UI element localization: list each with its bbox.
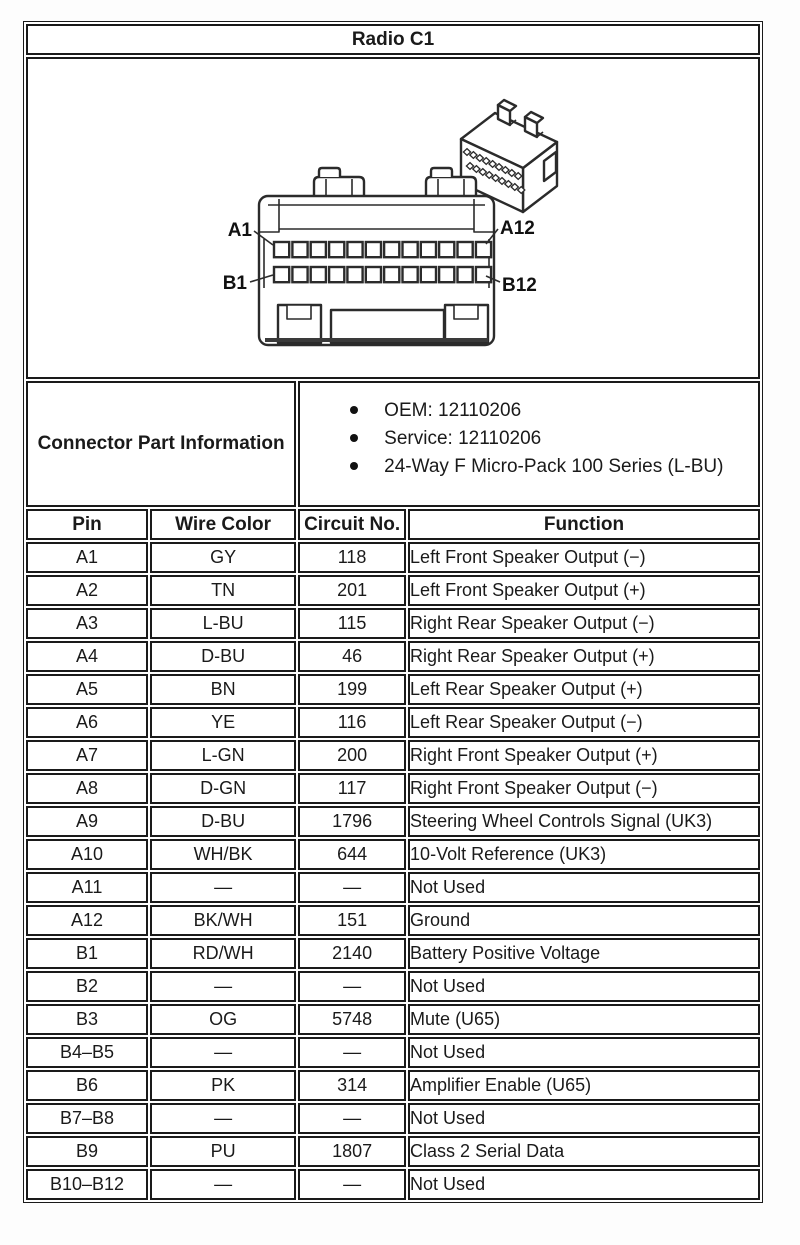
label-b12: B12 — [502, 275, 537, 296]
pin-hole — [311, 242, 326, 257]
wire-color-cell: BK/WH — [150, 905, 296, 936]
pin-hole — [274, 267, 289, 282]
circuit-no-cell: — — [298, 971, 406, 1002]
pin-row — [26, 839, 760, 870]
pin-row — [26, 641, 760, 672]
circuit-no-cell: 201 — [298, 575, 406, 606]
function-cell: Not Used — [408, 1037, 760, 1068]
pin-cell: A8 — [26, 773, 148, 804]
function-cell: Not Used — [408, 1169, 760, 1200]
wire-color-cell: PU — [150, 1136, 296, 1167]
circuit-no-cell: 1807 — [298, 1136, 406, 1167]
circuit-no-cell: 115 — [298, 608, 406, 639]
pin-row — [26, 1169, 760, 1200]
pin-row — [26, 740, 760, 771]
pin-hole — [384, 267, 399, 282]
wire-color-cell: — — [150, 1103, 296, 1134]
pin-hole — [439, 267, 454, 282]
pin-cell: A2 — [26, 575, 148, 606]
circuit-no-cell: — — [298, 1169, 406, 1200]
wire-color-cell: WH/BK — [150, 839, 296, 870]
pin-hole — [347, 267, 362, 282]
wire-color-cell: PK — [150, 1070, 296, 1101]
pin-cell: B1 — [26, 938, 148, 969]
pin-cell: A9 — [26, 806, 148, 837]
pin-row — [26, 938, 760, 969]
circuit-no-cell: 46 — [298, 641, 406, 672]
column-header: Wire Color — [150, 509, 296, 540]
wire-color-cell: D-BU — [150, 806, 296, 837]
pin-hole — [476, 242, 491, 257]
pin-hole — [311, 267, 326, 282]
connector-diagram-cell — [26, 57, 760, 379]
pin-cell: B10–B12 — [26, 1169, 148, 1200]
wire-color-cell: RD/WH — [150, 938, 296, 969]
pin-hole — [329, 267, 344, 282]
pin-table-body — [26, 542, 760, 1200]
pin-hole — [439, 242, 454, 257]
label-a12: A12 — [500, 218, 535, 239]
title-row — [26, 24, 760, 55]
pin-hole — [384, 242, 399, 257]
pin-hole — [458, 242, 473, 257]
pin-cell: B2 — [26, 971, 148, 1002]
connector-diagram-drawing — [28, 59, 760, 377]
pin-row — [26, 575, 760, 606]
pin-row — [26, 1070, 760, 1101]
pin-row — [26, 872, 760, 903]
function-cell: Steering Wheel Controls Signal (UK3) — [408, 806, 760, 837]
pin-cell: B7–B8 — [26, 1103, 148, 1134]
pin-row — [26, 608, 760, 639]
pin-row — [26, 1136, 760, 1167]
pin-hole — [292, 242, 307, 257]
function-cell: Left Front Speaker Output (−) — [408, 542, 760, 573]
pin-row — [26, 674, 760, 705]
radio-c1-connector-sheet — [23, 21, 763, 1203]
function-cell: Right Front Speaker Output (−) — [408, 773, 760, 804]
part-info-item: OEM: 12110206 — [350, 397, 758, 425]
function-cell: Not Used — [408, 1103, 760, 1134]
circuit-no-cell: 116 — [298, 707, 406, 738]
function-cell: Ground — [408, 905, 760, 936]
pin-cell: A6 — [26, 707, 148, 738]
pin-cell: A11 — [26, 872, 148, 903]
pin-hole — [476, 267, 491, 282]
circuit-no-cell: 5748 — [298, 1004, 406, 1035]
pin-hole — [347, 242, 362, 257]
pin-cell: B6 — [26, 1070, 148, 1101]
part-info-list-cell — [298, 381, 760, 507]
pin-cell: A7 — [26, 740, 148, 771]
function-cell: Right Rear Speaker Output (−) — [408, 608, 760, 639]
column-header: Circuit No. — [298, 509, 406, 540]
function-cell: Right Front Speaker Output (+) — [408, 740, 760, 771]
pin-hole — [292, 267, 307, 282]
column-header: Function — [408, 509, 760, 540]
pin-hole — [403, 242, 418, 257]
wire-color-cell: BN — [150, 674, 296, 705]
pin-hole — [329, 242, 344, 257]
function-cell: Right Rear Speaker Output (+) — [408, 641, 760, 672]
wire-color-cell: — — [150, 1169, 296, 1200]
function-cell: Left Front Speaker Output (+) — [408, 575, 760, 606]
pin-hole — [421, 242, 436, 257]
function-cell: Class 2 Serial Data — [408, 1136, 760, 1167]
table-header-row — [26, 509, 760, 540]
circuit-no-cell: 2140 — [298, 938, 406, 969]
circuit-no-cell: 644 — [298, 839, 406, 870]
function-cell: Left Rear Speaker Output (−) — [408, 707, 760, 738]
circuit-no-cell: — — [298, 872, 406, 903]
wire-color-cell: D-BU — [150, 641, 296, 672]
pin-cell: B4–B5 — [26, 1037, 148, 1068]
pin-cell: A12 — [26, 905, 148, 936]
pin-hole — [458, 267, 473, 282]
function-cell: Left Rear Speaker Output (+) — [408, 674, 760, 705]
pin-hole — [366, 267, 381, 282]
pin-row — [26, 806, 760, 837]
circuit-no-cell: 117 — [298, 773, 406, 804]
pin-cell: A5 — [26, 674, 148, 705]
circuit-no-cell: 314 — [298, 1070, 406, 1101]
part-info-label: Connector Part Information — [26, 381, 296, 507]
circuit-no-cell: 1796 — [298, 806, 406, 837]
part-info-item: Service: 12110206 — [350, 425, 758, 453]
pin-cell: A1 — [26, 542, 148, 573]
pin-row — [26, 773, 760, 804]
circuit-no-cell: — — [298, 1037, 406, 1068]
wire-color-cell: — — [150, 971, 296, 1002]
pin-row — [26, 1103, 760, 1134]
circuit-no-cell: 151 — [298, 905, 406, 936]
connector-front-view — [259, 168, 494, 345]
circuit-no-cell: — — [298, 1103, 406, 1134]
function-cell: 10-Volt Reference (UK3) — [408, 839, 760, 870]
pin-cell: A4 — [26, 641, 148, 672]
pin-row — [26, 707, 760, 738]
wire-color-cell: L-GN — [150, 740, 296, 771]
part-info-list-items — [300, 397, 758, 481]
wire-color-cell: — — [150, 872, 296, 903]
pin-row — [26, 542, 760, 573]
function-cell: Mute (U65) — [408, 1004, 760, 1035]
pin-cell: A3 — [26, 608, 148, 639]
wire-color-cell: TN — [150, 575, 296, 606]
function-cell: Not Used — [408, 872, 760, 903]
circuit-no-cell: 199 — [298, 674, 406, 705]
wire-color-cell: — — [150, 1037, 296, 1068]
part-info-item: 24-Way F Micro-Pack 100 Series (L-BU) — [350, 453, 758, 481]
wire-color-cell: OG — [150, 1004, 296, 1035]
function-cell: Amplifier Enable (U65) — [408, 1070, 760, 1101]
wire-color-cell: YE — [150, 707, 296, 738]
pin-row — [26, 1004, 760, 1035]
wire-color-cell: GY — [150, 542, 296, 573]
label-a1: A1 — [227, 220, 252, 241]
pin-hole — [403, 267, 418, 282]
pin-hole — [421, 267, 436, 282]
wire-color-cell: L-BU — [150, 608, 296, 639]
pin-cell: A10 — [26, 839, 148, 870]
circuit-no-cell: 118 — [298, 542, 406, 573]
pin-cell: B9 — [26, 1136, 148, 1167]
pin-row — [26, 971, 760, 1002]
pin-row — [26, 1037, 760, 1068]
pin-hole — [366, 242, 381, 257]
part-info-row — [26, 381, 760, 507]
function-cell: Battery Positive Voltage — [408, 938, 760, 969]
label-b1: B1 — [222, 273, 247, 294]
pin-row — [26, 905, 760, 936]
wire-color-cell: D-GN — [150, 773, 296, 804]
pin-cell: B3 — [26, 1004, 148, 1035]
function-cell: Not Used — [408, 971, 760, 1002]
page-title: Radio C1 — [26, 24, 760, 55]
pin-hole — [274, 242, 289, 257]
column-header: Pin — [26, 509, 148, 540]
diagram-row — [26, 57, 760, 379]
circuit-no-cell: 200 — [298, 740, 406, 771]
